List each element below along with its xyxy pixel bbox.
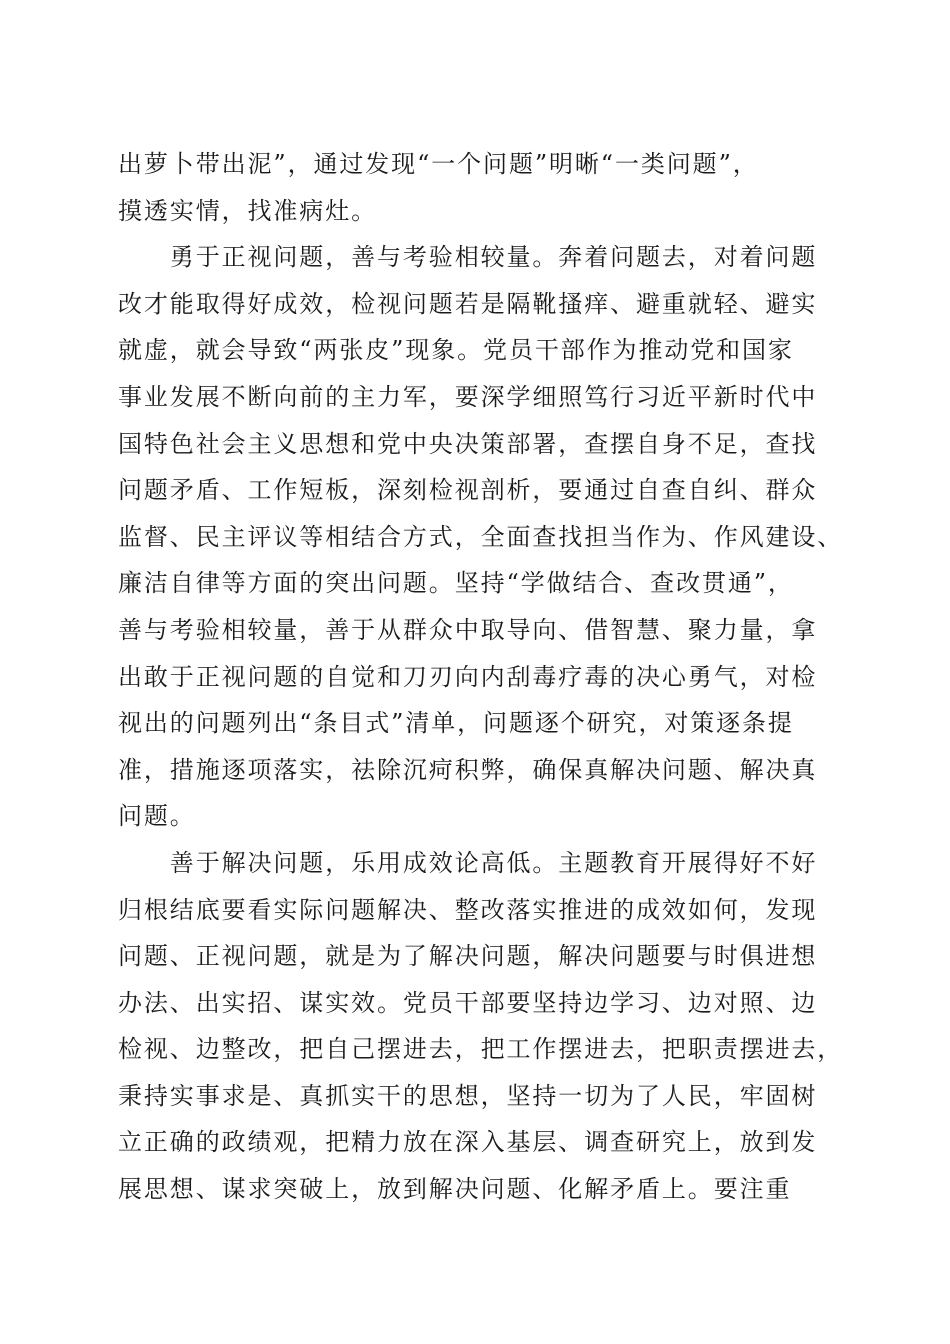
- text-line: 问题。: [118, 802, 196, 831]
- text-line: 问题矛盾、工作短板，深刻检视剖析，要通过自查自纠、群众: [118, 476, 818, 505]
- text-line: 改才能取得好成效，检视问题若是隔靴搔痒、避重就轻、避实: [118, 289, 818, 318]
- text-line: 廉洁自律等方面的突出问题。坚持“学做结合、查改贯通”，: [118, 569, 794, 598]
- text-line: 归根结底要看实际问题解决、整改落实推进的成效如何，发现: [118, 895, 818, 924]
- text-line: 立正确的政绩观，把精力放在深入基层、调查研究上，放到发: [118, 1128, 818, 1157]
- text-line: 视出的问题列出“条目式”清单，问题逐个研究，对策逐条提: [118, 709, 794, 738]
- text-line: 问题、正视问题，就是为了解决问题，解决问题要与时俱进想: [118, 942, 818, 971]
- text-line: 监督、民主评议等相结合方式，全面查找担当作为、作风建设、: [118, 522, 844, 551]
- text-line: 准，措施逐项落实，祛除沉疴积弊，确保真解决问题、解决真: [118, 755, 818, 784]
- text-line: 办法、出实招、谋实效。党员干部要坚持边学习、边对照、边: [118, 988, 818, 1017]
- text-line: 摸透实情，找准病灶。: [118, 196, 377, 225]
- paragraph-start-line: 勇于正视问题，善与考验相较量。奔着问题去，对着问题: [118, 243, 818, 272]
- body-text: [118, 141, 844, 1213]
- text-line: 秉持实事求是、真抓实干的思想，坚持一切为了人民，牢固树: [118, 1081, 818, 1110]
- text-line: 检视、边整改，把自己摆进去，把工作摆进去，把职责摆进去，: [118, 1035, 844, 1064]
- text-line: 善与考验相较量，善于从群众中取导向、借智慧、聚力量，拿: [118, 615, 818, 644]
- text-line: 出敢于正视问题的自觉和刀刃向内刮毒疗毒的决心勇气，对检: [118, 662, 818, 691]
- text-line: 展思想、谋求突破上，放到解决问题、化解矛盾上。要注重: [118, 1175, 792, 1204]
- text-line: 事业发展不断向前的主力军，要深学细照笃行习近平新时代中: [118, 382, 818, 411]
- text-line: 出萝卜带出泥”，通过发现“一个问题”明晰“一类问题”，: [118, 150, 759, 178]
- paragraph-start-line: 善于解决问题，乐用成效论高低。主题教育开展得好不好: [118, 848, 818, 877]
- text-line: 就虚，就会导致“两张皮”现象。党员干部作为推动党和国家: [118, 336, 794, 365]
- text-line: 国特色社会主义思想和党中央决策部署，查摆自身不足，查找: [118, 429, 818, 458]
